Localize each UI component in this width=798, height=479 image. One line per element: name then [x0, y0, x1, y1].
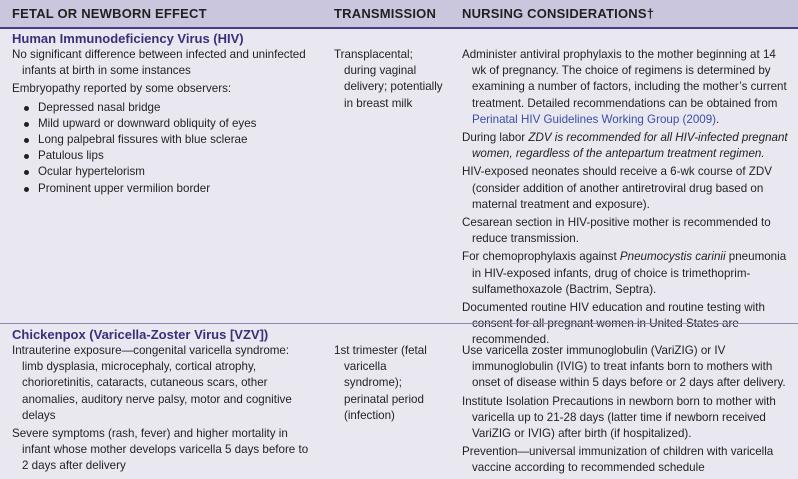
hiv-note-neonates: HIV-exposed neonates should receive a 6-wk course of ZDV (consider addition of another antiretroviral drug based on maternal treatment and exposure). — [462, 165, 772, 211]
vzv-transmission: 1st trimester (fetal varicella syndrome); perinatal period (infection) — [334, 344, 427, 422]
header-transmission: TRANSMISSION — [334, 6, 437, 21]
vzv-note-isolation: Institute Isolation Precautions in newborn born to mother with varicella up to 21-28 days (latter time if newborn received VariZIG or IVIG) after birth (if hospitalized). — [462, 394, 776, 441]
vzv-note-immunoglobulin: Use varicella zoster immunoglobulin (VariZIG) or IV immunoglobulin (IVIG) to treat infants born to mothers with onset of disease within 5 days before or 2 days after delivery. — [462, 344, 786, 390]
list-item: Ocular hypertelorism — [24, 164, 312, 180]
bullet-icon — [24, 138, 29, 143]
hiv-nursing-column — [462, 47, 792, 351]
vzv-effect-column — [12, 343, 312, 477]
list-item: Depressed nasal bridge — [24, 100, 312, 116]
vzv-transmission-column — [334, 343, 446, 426]
vzv-section-title: Chickenpox (Varicella-Zoster Virus [VZV]) — [12, 327, 269, 342]
bullet-icon — [24, 170, 29, 175]
bullet-icon — [24, 106, 29, 111]
vzv-effect-intrauterine: Intrauterine exposure—congenital varicella syndrome: limb dysplasia, microcephaly, cortical atrophy, chorioretinitis, cataracts, cutaneous scars, other anomalies, auditory nerve palsy, motor and cognitive delays — [12, 344, 292, 422]
list-item: Long palpebral fissures with blue sclerae — [24, 132, 312, 148]
hiv-note-cesarean: Cesarean section in HIV-positive mother is recommended to reduce transmission. — [462, 216, 771, 246]
hiv-effect-intro: No significant difference between infected and uninfected infants at birth in some instances — [12, 48, 306, 78]
hiv-effect-column — [12, 47, 312, 197]
hiv-note-labor: During labor ZDV is recommended for all HIV-infected pregnant women, regardless of the antepartum treatment regimen. — [462, 131, 788, 161]
vzv-note-prevention: Prevention—universal immunization of children with varicella vaccine according to recommended schedule — [462, 445, 774, 475]
hiv-section-title: Human Immunodeficiency Virus (HIV) — [12, 31, 244, 46]
hiv-note-chemoprophylaxis: For chemoprophylaxis against Pneumocystis carinii pneumonia in HIV-exposed infants, drug of choice is trimethoprim-sulfamethoxazole (Bactrim, Septra). — [462, 250, 787, 296]
hiv-note-testing: Documented routine HIV education and routine testing with recommended. — [462, 301, 765, 347]
list-item: Patulous lips — [24, 148, 312, 164]
header-nursing: NURSING CONSIDERATIONS† — [462, 6, 655, 21]
bullet-icon — [24, 154, 29, 159]
hiv-embryopathy-list — [12, 100, 312, 197]
header-effect: FETAL OR NEWBORN EFFECT — [12, 6, 207, 21]
section-divider — [0, 323, 798, 324]
vzv-nursing-column — [462, 343, 792, 479]
list-item: Mild upward or downward obliquity of eyes — [24, 116, 312, 132]
table-header — [0, 0, 798, 29]
guidelines-link[interactable]: Perinatal HIV Guidelines Working Group (2009) — [472, 112, 717, 126]
hiv-embryopathy-label: Embryopathy reported by some observers: — [12, 82, 232, 96]
bullet-icon — [24, 122, 29, 127]
hiv-transmission-column — [334, 47, 446, 114]
list-item: Prominent upper vermilion border — [24, 181, 312, 197]
hiv-transmission: Transplacental; during vaginal delivery; potentially in breast milk — [334, 48, 443, 110]
vzv-effect-severe: Severe symptoms (rash, fever) and higher mortality in infant whose mother develops varicella 5 days before to 2 days after delivery — [12, 427, 309, 473]
bullet-icon — [24, 187, 29, 192]
hiv-note-prophylaxis: Administer antiviral prophylaxis to the mother beginning at 14 wk of pregnancy. The choice of regimens is determined by examining a number of factors, including the mother’s current treatment. Detailed recommendations can be obtained from Perinatal HIV Guidelines Working Group (2009). — [462, 48, 787, 126]
